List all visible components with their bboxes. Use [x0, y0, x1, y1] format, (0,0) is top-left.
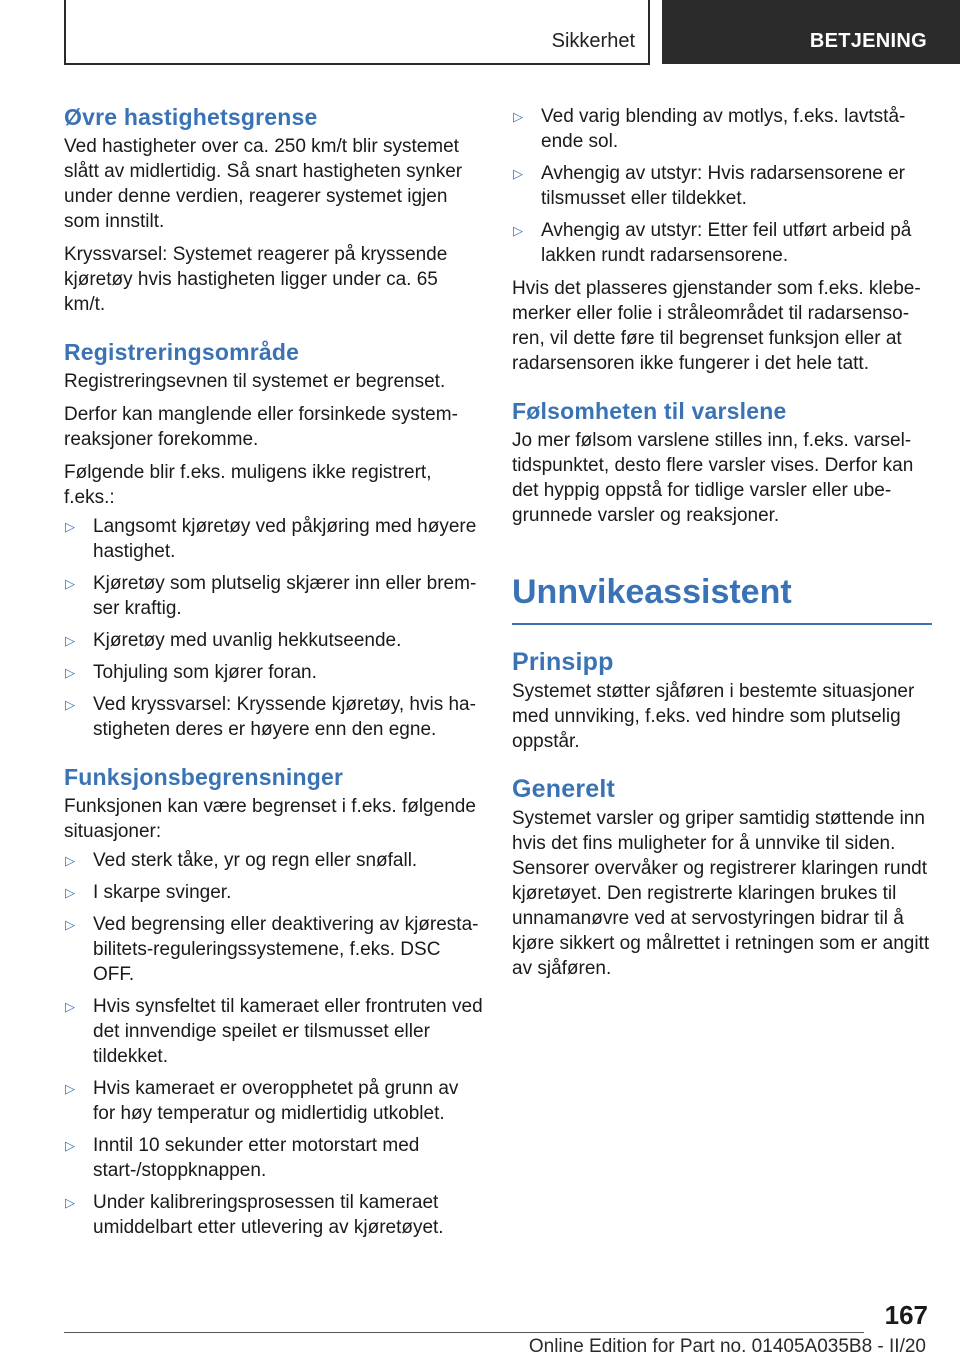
paragraph: Derfor kan manglende eller forsinkede systemreaksjoner forekomme.	[64, 404, 458, 450]
triangle-right-outline-icon: ▷	[65, 665, 75, 680]
right-column	[512, 100, 932, 981]
heading-principle: Prinsipp	[512, 648, 614, 676]
chapter-title: Unnvikeassistent	[512, 573, 792, 611]
triangle-right-outline-icon: ▷	[65, 885, 75, 900]
triangle-right-outline-icon: ▷	[513, 223, 523, 238]
paragraph: Jo mer følsom varslene stilles inn, f.eks. varseltidspunktet, desto flere varsler vises. Derfor kan det hyppig oppstå for tidlige varsler eller ubegrunnede varsler og reaksjoner.	[512, 430, 914, 526]
heading-warning-sensitivity: Følsomheten til varslene	[512, 398, 787, 424]
list-item: ▷ Ved kryssvarsel: Kryssende kjøretøy, hvis hastigheten deres er høyere enn den egne.	[65, 694, 476, 740]
triangle-right-outline-icon: ▷	[513, 166, 523, 181]
heading-general: Generelt	[512, 775, 616, 803]
paragraph: Kryssvarsel: Systemet reagerer på kryssende kjøretøy hvis hastigheten ligger under ca. 65 km/t.	[64, 244, 448, 315]
bullet-list	[64, 514, 484, 742]
list-item: ▷ Kjøretøy med uvanlig hekkutseende.	[65, 630, 402, 651]
paragraph: Systemet støtter sjåføren i bestemte situasjoner med unnviking, f.eks. ved hindre som plutselig oppstår.	[512, 681, 915, 752]
list-item: ▷ Ved begrensing eller deaktivering av kjørestabilitets-reguleringssystemene, f.eks. DSC OFF.	[65, 914, 479, 985]
header-bottom-rule	[64, 63, 650, 65]
header-section-title: Sikkerhet	[551, 30, 635, 52]
paragraph: Systemet varsler og griper samtidig støttende inn hvis det fins muligheter for å unnvike til siden. Sensorer overvåker og registrerer klaringen rundt kjøretøyet. Den registrerte klaringen brukes til unnamanøvre ved at servostyringen bidrar til å kjøre sikkert og målrettet i retningen som er angitt av sjåføren.	[512, 808, 930, 979]
page-number: 167	[884, 1300, 928, 1330]
triangle-right-outline-icon: ▷	[65, 999, 75, 1014]
header-divider	[648, 0, 650, 64]
heading-detection-range: Registreringsområde	[64, 339, 300, 365]
list-item: ▷ Under kalibreringsprosessen til kameraet umiddelbart etter utlevering av kjøretøyet.	[65, 1192, 444, 1238]
triangle-right-outline-icon: ▷	[65, 697, 75, 712]
triangle-right-outline-icon: ▷	[65, 633, 75, 648]
list-item: ▷ Langsomt kjøretøy ved påkjøring med høyere hastighet.	[65, 516, 477, 562]
bullet-list	[512, 104, 932, 268]
bullet-list	[64, 848, 484, 1240]
list-item: ▷ Avhengig av utstyr: Etter feil utført arbeid på lakken rundt radarsensorene.	[513, 220, 912, 266]
list-item: ▷ I skarpe svinger.	[65, 882, 232, 903]
triangle-right-outline-icon: ▷	[65, 519, 75, 534]
list-item: ▷ Inntil 10 sekunder etter motorstart med start-/stoppknappen.	[65, 1135, 420, 1181]
header-chapter-label: BETJENING	[809, 30, 927, 52]
list-item: ▷ Ved varig blending av motlys, f.eks. lavtstående sol.	[513, 106, 906, 152]
paragraph: Ved hastigheter over ca. 250 km/t blir systemet slått av midlertidig. Så snart hastigheten synker under denne verdien, reagerer systemet igjen som innstilt.	[64, 136, 463, 232]
list-item: ▷ Hvis kameraet er overopphetet på grunn av for høy temperatur og midlertidig utkoblet.	[65, 1078, 459, 1124]
heading-upper-speed-limit: Øvre hastighetsgrense	[64, 104, 318, 130]
triangle-right-outline-icon: ▷	[65, 917, 75, 932]
paragraph: Funksjonen kan være begrenset i f.eks. følgende situasjoner:	[64, 796, 476, 842]
paragraph: Hvis det plasseres gjenstander som f.eks. klebemerker eller folie i stråleområdet til radarsensoren, vil dette føre til begrenset funksjon eller at radarsensoren ikke fungerer i det hele tatt.	[512, 278, 921, 374]
list-item: ▷ Kjøretøy som plutselig skjærer inn eller bremser kraftig.	[65, 573, 477, 619]
triangle-right-outline-icon: ▷	[65, 1138, 75, 1153]
triangle-right-outline-icon: ▷	[65, 853, 75, 868]
chapter-title-rule	[512, 623, 932, 625]
paragraph: Følgende blir f.eks. muligens ikke registrert, f.eks.:	[64, 462, 432, 508]
list-item: ▷ Avhengig av utstyr: Hvis radarsensorene er tilsmusset eller tildekket.	[513, 163, 905, 209]
list-item: ▷ Ved sterk tåke, yr og regn eller snøfall.	[65, 850, 418, 871]
footer-edition: Online Edition for Part no. 01405A035B8 - II/20	[528, 1336, 926, 1357]
header-chapter-tab	[662, 0, 960, 64]
triangle-right-outline-icon: ▷	[65, 576, 75, 591]
left-column	[64, 100, 484, 1240]
triangle-right-outline-icon: ▷	[65, 1195, 75, 1210]
heading-function-limits: Funksjonsbegrensninger	[64, 764, 344, 790]
header-left-rule	[64, 0, 66, 64]
triangle-right-outline-icon: ▷	[513, 109, 523, 124]
paragraph: Registreringsevnen til systemet er begrenset.	[64, 371, 446, 392]
footer-rule	[64, 1332, 864, 1333]
list-item: ▷ Hvis synsfeltet til kameraet eller frontruten ved det innvendige speilet er tilsmusset eller tildekket.	[65, 996, 483, 1067]
triangle-right-outline-icon: ▷	[65, 1081, 75, 1096]
list-item: ▷ Tohjuling som kjører foran.	[65, 662, 317, 683]
